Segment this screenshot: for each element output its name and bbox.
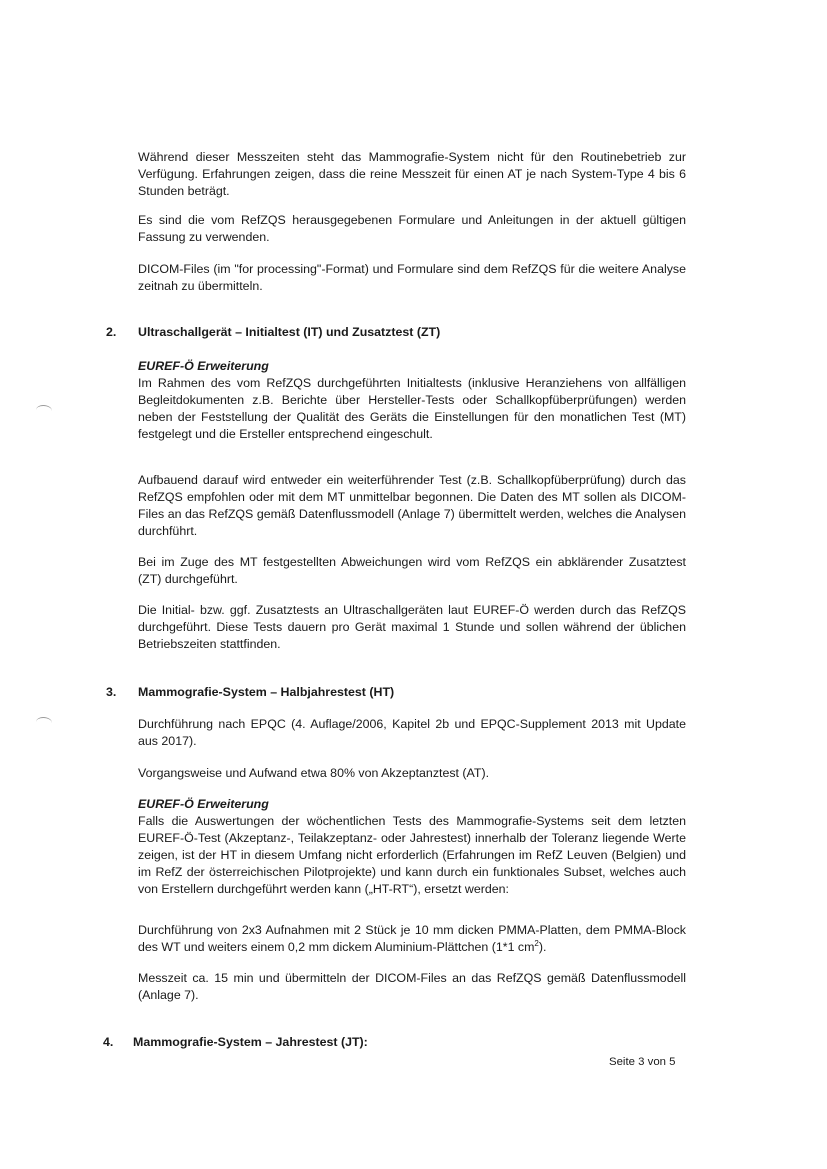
paragraph-additional-test: Bei im Zuge des MT festgestellten Abweichungen wird vom RefZQS ein abklärender Zusatztest (ZT) durchgeführt. xyxy=(138,555,686,586)
section-number: 4. xyxy=(103,1035,114,1049)
paragraph-further-test: Aufbauend darauf wird entweder ein weiterführender Test (z.B. Schallkopfüberprüfung) durch das RefZQS empfohlen oder mit dem MT unmittelbar begonnen. Die Daten des MT sollen als DICOM-Files an das RefZQS gemäß Datenflussmodell (Anlage 7) übermittelt werden, welches die Analysen durchführt. xyxy=(138,473,686,538)
margin-punch-mark xyxy=(36,717,52,728)
section-heading-2 xyxy=(106,324,440,341)
section-title: Ultraschallgerät – Initialtest (IT) und Zusatztest (ZT) xyxy=(138,325,441,339)
section-number: 3. xyxy=(106,685,117,699)
paragraph-measurement-time-dicom: Messzeit ca. 15 min und übermitteln der DICOM-Files an das RefZQS gemäß Datenflussmodell (Anlage 7). xyxy=(138,971,686,1002)
intro-paragraph-forms: Es sind die vom RefZQS herausgegebenen Formulare und Anleitungen in der aktuell gültigen Fassung zu verwenden. xyxy=(138,213,686,244)
section-title: Mammografie-System – Jahrestest (JT): xyxy=(133,1035,368,1049)
paragraph-initial-test: Im Rahmen des vom RefZQS durchgeführten Initialtests (inklusive Heranziehens von allfälligen Begleitdokumenten z.B. Berichte über Hersteller-Tests oder Schallkopfüberprüfungen) werden neben der Feststellung der Qualität des Geräts die Einstellungen für den monatlichen Test (MT) festgelegt und die Ersteller entsprechend eingeschult. xyxy=(138,376,686,441)
intro-paragraph-measurement-time: Während dieser Messzeiten steht das Mammografie-System nicht für den Routinebetrieb zur Verfügung. Erfahrungen zeigen, dass die reine Messzeit für einen AT je nach System-Type 4 bis 6 Stunden beträgt. xyxy=(138,150,686,198)
paragraph-weekly-tests: Falls die Auswertungen der wöchentlichen Tests des Mammografie-Systems seit dem letzten EUREF-Ö-Test (Akzeptanz-, Teilakzeptanz- oder Jahrestest) innerhalb der Toleranz liegende Werte zeigen, ist der HT in diesem Umfang nicht erforderlich (Erfahrungen im RefZ Leuven (Belgien) und im RefZ der österreichischen Pilotprojekte) und kann durch ein funktionales Subset, welches auch von Erstellern durchgeführt werden kann („HT-RT“), ersetzt werden: xyxy=(138,814,686,896)
paragraph-ultrasound-duration: Die Initial- bzw. ggf. Zusatztests an Ultraschallgeräten laut EUREF-Ö werden durch das RefZQS durchgeführt. Diese Tests dauern pro Gerät maximal 1 Stunde und sollen während der üblichen Betriebszeiten stattfinden. xyxy=(138,603,686,651)
page-number: Seite 3 von 5 xyxy=(609,1056,676,1068)
section-title: Mammografie-System – Halbjahrestest (HT) xyxy=(138,685,395,699)
paragraph-procedure-effort: Vorgangsweise und Aufwand etwa 80% von Akzeptanztest (AT). xyxy=(138,766,490,780)
section3-euref-block xyxy=(138,796,686,898)
intro-paragraph-dicom: DICOM-Files (im "for processing"-Format) und Formulare sind dem RefZQS für die weitere Analyse zeitnah zu übermitteln. xyxy=(138,262,686,293)
paragraph-epqc: Durchführung nach EPQC (4. Auflage/2006, Kapitel 2b und EPQC-Supplement 2013 mit Update aus 2017). xyxy=(138,717,686,748)
subheading-euref-extension: EUREF-Ö Erweiterung xyxy=(138,359,269,373)
section-heading-4 xyxy=(103,1034,368,1051)
subheading-euref-extension: EUREF-Ö Erweiterung xyxy=(138,797,269,811)
section2-euref-block xyxy=(138,358,686,443)
paragraph-exposures: Durchführung von 2x3 Aufnahmen mit 2 Stück je 10 mm dicken PMMA-Platten, dem PMMA-Block des WT und weiters einem 0,2 mm dickem Aluminium-Plättchen (1*1 $cm^2$). xyxy=(138,923,686,954)
margin-punch-mark xyxy=(36,405,52,416)
section-number: 2. xyxy=(106,325,117,339)
section-heading-3 xyxy=(106,684,394,701)
